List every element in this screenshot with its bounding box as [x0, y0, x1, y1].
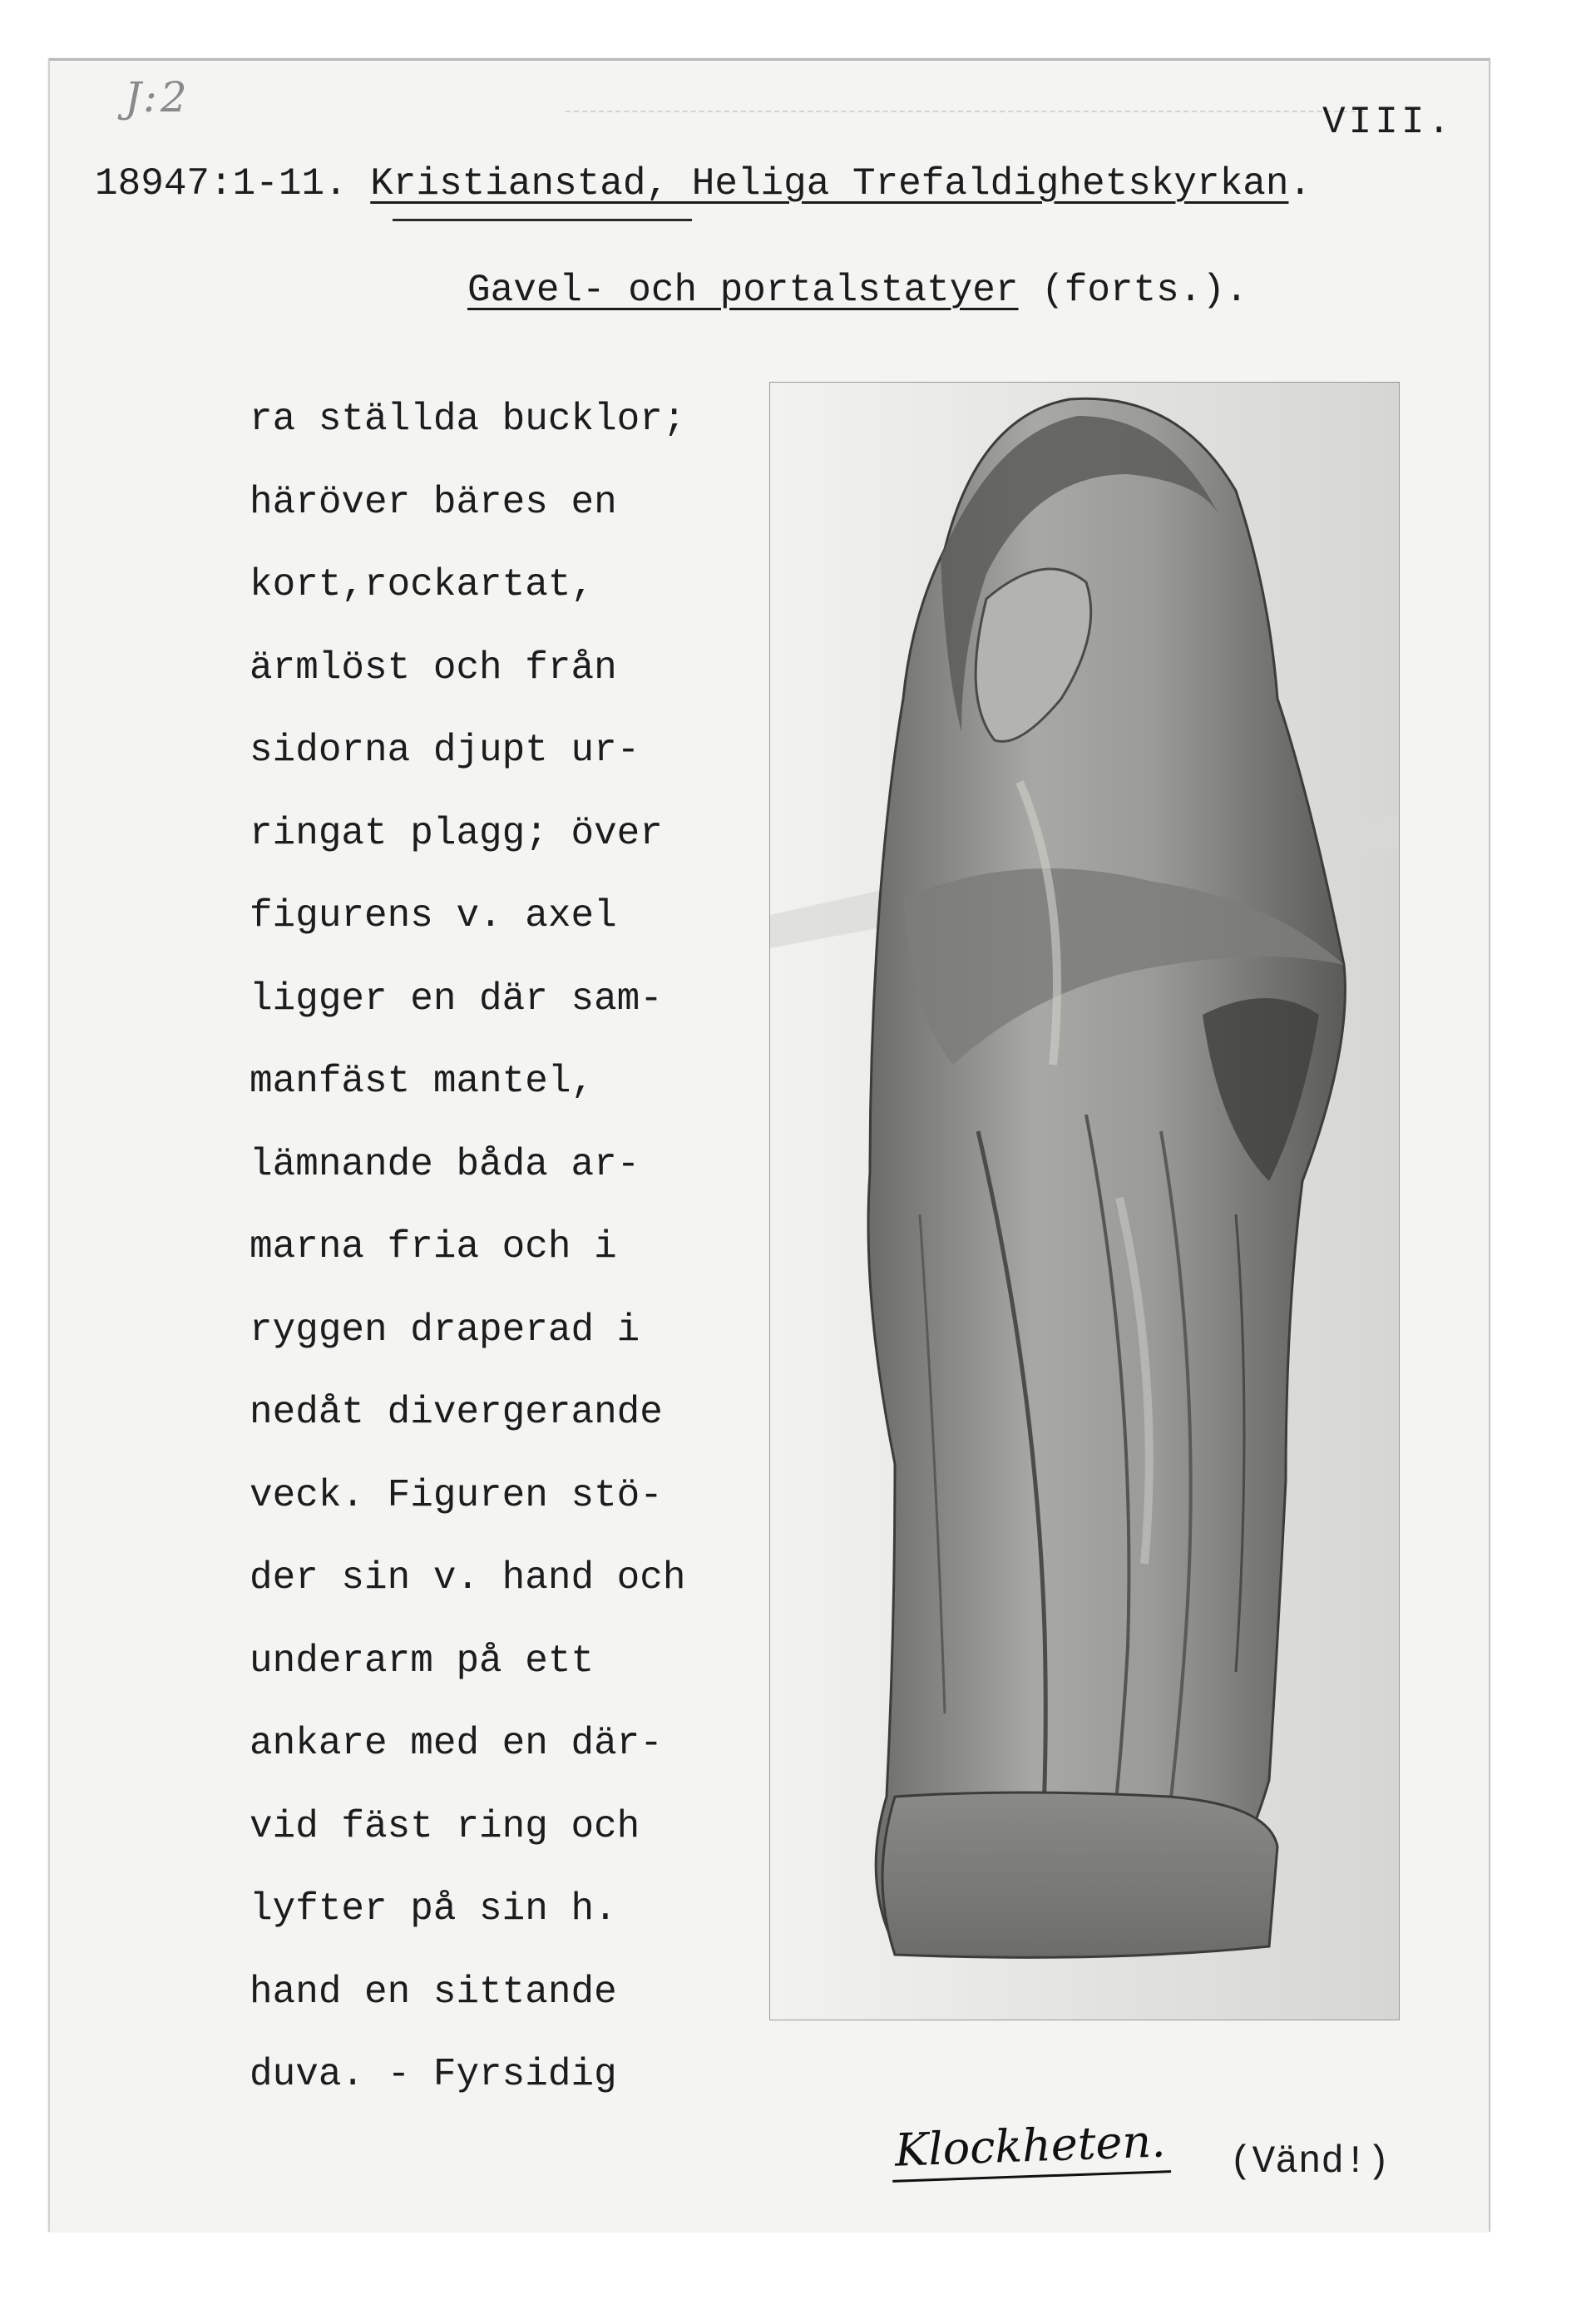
text-line: hand en sittande	[250, 1970, 617, 2014]
sheet-number: VIII.	[1322, 101, 1455, 144]
text-line: ärmlöst och från	[250, 645, 617, 690]
text-line: underarm på ett	[250, 1639, 595, 1683]
text-line: sidorna djupt ur-	[250, 729, 640, 772]
handwritten-annotation: Klockheten.	[891, 2114, 1172, 2183]
statue-illustration	[770, 383, 1399, 2020]
reference-number: 18947:1-11.	[95, 162, 348, 205]
text-line: ligger en där sam-	[250, 977, 663, 1021]
subtitle-main: Gavel- och portalstatyer	[467, 269, 1019, 312]
text-line: vid fäst ring och	[250, 1804, 640, 1848]
statue-photograph	[769, 382, 1400, 2020]
archive-card	[48, 58, 1490, 2232]
text-line: nedåt divergerande	[250, 1391, 663, 1434]
text-line: der sin v. hand och	[250, 1556, 686, 1600]
location-period: .	[1288, 162, 1312, 205]
description-text	[250, 378, 765, 2117]
text-line: veck. Figuren stö-	[250, 1473, 663, 1517]
reference-underline	[393, 219, 692, 221]
archive-mark: J:2	[125, 73, 190, 121]
statue-base	[882, 1792, 1277, 1957]
subtitle-tail: (forts.).	[1018, 269, 1248, 312]
text-line: kort,rockartat,	[250, 563, 595, 606]
card-header	[95, 162, 1312, 205]
subtitle	[467, 269, 1248, 312]
text-line: figurens v. axel	[250, 894, 617, 937]
text-line: manfäst mantel,	[250, 1060, 595, 1103]
text-line: lyfter på sin h.	[250, 1887, 617, 1931]
turn-over-note: (Vänd!)	[1229, 2140, 1391, 2183]
text-line: marna fria och i	[250, 1225, 617, 1268]
text-line: lämnande båda ar-	[250, 1142, 640, 1186]
location-title: Kristianstad, Heliga Trefaldighetskyrkan	[370, 162, 1289, 205]
text-line: ryggen draperad i	[250, 1308, 640, 1352]
text-line: ringat plagg; över	[250, 811, 663, 855]
text-line: ankare med en där-	[250, 1722, 663, 1765]
text-line: duva. - Fyrsidig	[250, 2053, 617, 2096]
top-dashed-rule	[566, 111, 1364, 112]
text-line: ra ställda bucklor;	[250, 398, 686, 441]
text-line: häröver bäres en	[250, 480, 617, 524]
